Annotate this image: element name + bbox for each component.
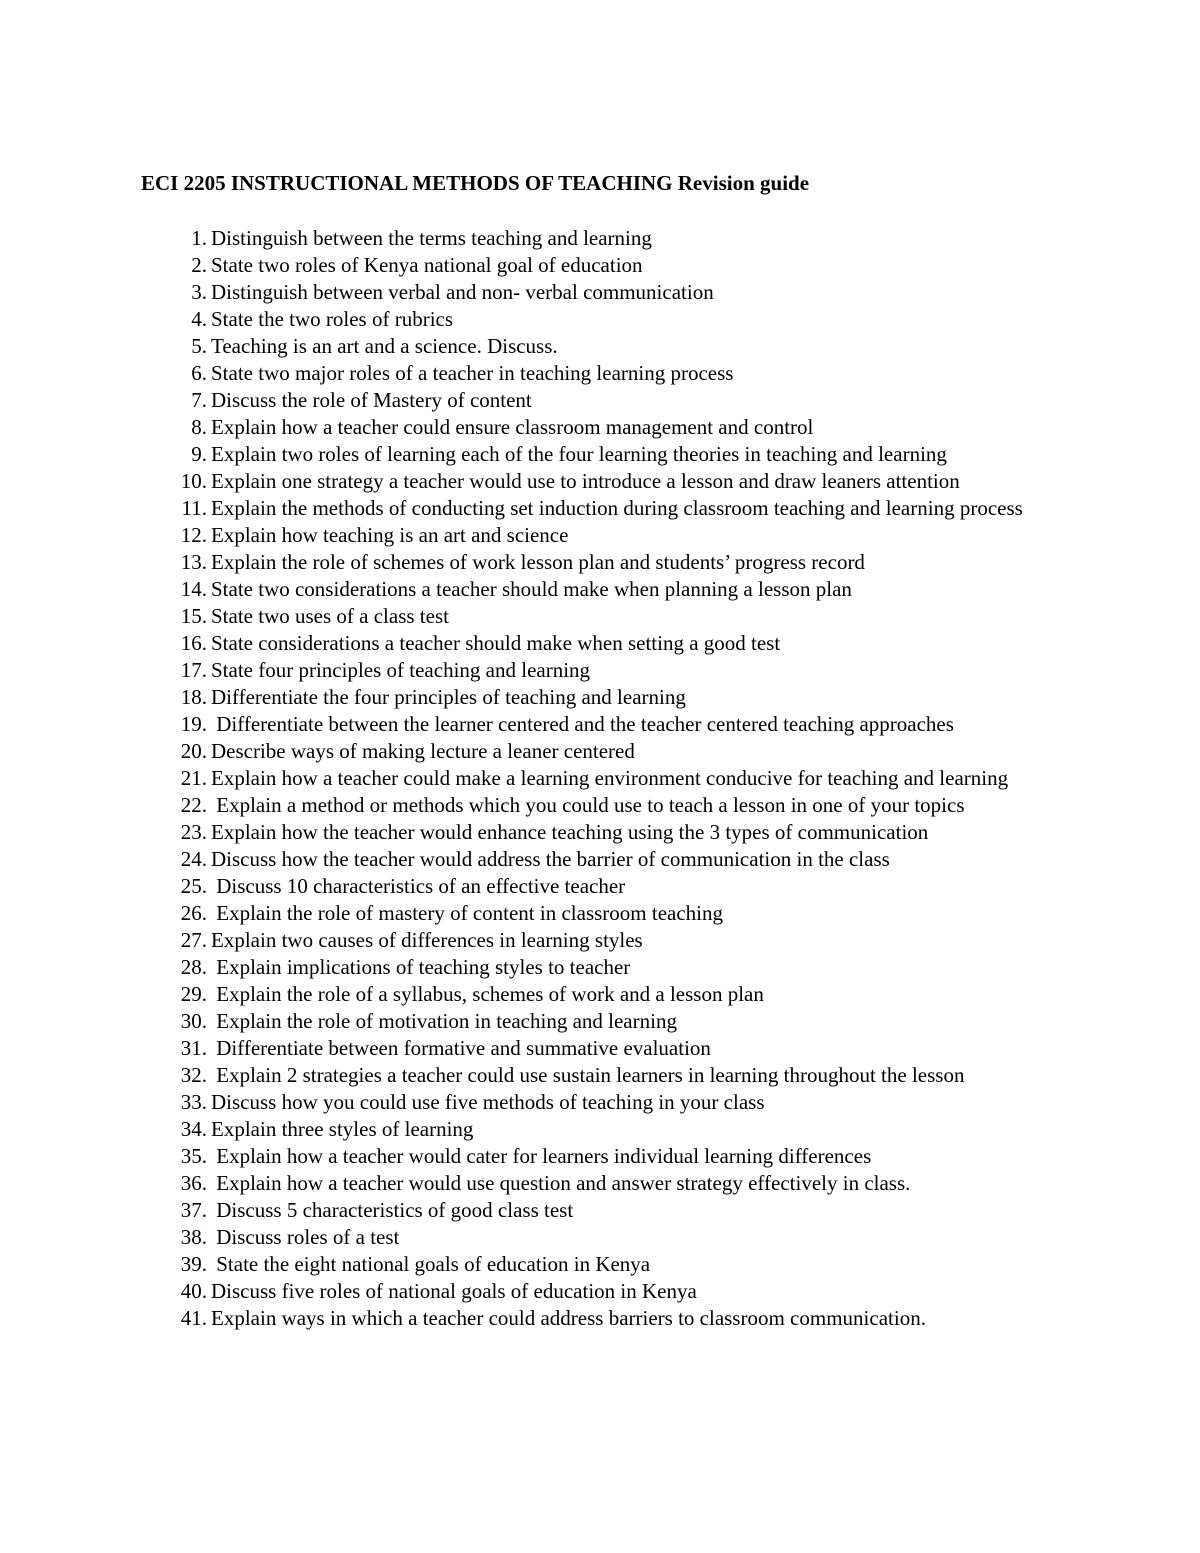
title-text: ECI 2205 INSTRUCTIONAL METHODS OF TEACHING Revision guide	[141, 171, 810, 195]
list-item-number: 25.	[180, 874, 207, 898]
list-item	[141, 549, 1066, 576]
list-item-text: Explain how a teacher would use question and answer strategy effectively in class.	[211, 1171, 911, 1195]
list-item-text: Explain two roles of learning each of the four learning theories in teaching and learning	[211, 442, 947, 466]
list-item-text: Discuss five roles of national goals of education in Kenya	[211, 1279, 697, 1303]
list-item	[141, 1305, 1066, 1332]
list-item	[141, 1197, 1066, 1224]
list-item-number: 31.	[180, 1036, 207, 1060]
list-item-text: Explain the role of schemes of work lesson plan and students’ progress record	[211, 550, 865, 574]
list-item-text: Explain ways in which a teacher could address barriers to classroom communication.	[211, 1306, 926, 1330]
list-item-number: 10.	[180, 469, 207, 493]
list-item	[141, 576, 1066, 603]
list-item-text: Discuss how the teacher would address the barrier of communication in the class	[211, 847, 890, 871]
list-item-text: State two considerations a teacher should make when planning a lesson plan	[211, 577, 852, 601]
list-item	[141, 954, 1066, 981]
list-item-number: 15.	[180, 604, 207, 628]
list-item-number: 29.	[180, 982, 207, 1006]
list-item-number: 39.	[180, 1252, 207, 1276]
list-item-number: 8.	[191, 415, 207, 439]
list-item	[141, 1224, 1066, 1251]
list-item-text: Explain how teaching is an art and science	[211, 523, 569, 547]
list-item-text: Explain the methods of conducting set induction during classroom teaching and learning process	[211, 496, 1023, 520]
list-item-number: 14.	[180, 577, 207, 601]
list-item	[141, 981, 1066, 1008]
list-item-text: Describe ways of making lecture a leaner centered	[211, 739, 635, 763]
list-item-number: 24.	[180, 847, 207, 871]
list-item	[141, 279, 1066, 306]
list-item-number: 41.	[180, 1306, 207, 1330]
list-item-text: State two major roles of a teacher in teaching learning process	[211, 361, 734, 385]
list-item	[141, 441, 1066, 468]
list-item	[141, 414, 1066, 441]
list-item	[141, 1008, 1066, 1035]
list-item-number: 9.	[191, 442, 207, 466]
list-item	[141, 1062, 1066, 1089]
list-item-number: 13.	[180, 550, 207, 574]
list-item-number: 26.	[180, 901, 207, 925]
page-title	[141, 170, 809, 197]
list-item-number: 5.	[191, 334, 207, 358]
list-item	[141, 657, 1066, 684]
list-item-text: Explain implications of teaching styles to teacher	[211, 955, 631, 979]
list-item-number: 35.	[180, 1144, 207, 1168]
list-item-text: Discuss roles of a test	[211, 1225, 400, 1249]
list-item	[141, 738, 1066, 765]
list-item-text: State two roles of Kenya national goal of education	[211, 253, 643, 277]
list-item-text: Explain how a teacher could make a learning environment conducive for teaching and learning	[211, 766, 1009, 790]
list-item	[141, 1170, 1066, 1197]
list-item	[141, 765, 1066, 792]
list-item-text: Discuss 10 characteristics of an effective teacher	[211, 874, 626, 898]
list-item-text: State the eight national goals of education in Kenya	[211, 1252, 651, 1276]
list-item-number: 17.	[180, 658, 207, 682]
list-item-text: Explain how a teacher could ensure classroom management and control	[211, 415, 814, 439]
list-item	[141, 1035, 1066, 1062]
list-item-number: 19.	[180, 712, 207, 736]
list-item-number: 30.	[180, 1009, 207, 1033]
list-item	[141, 468, 1066, 495]
list-item	[141, 360, 1066, 387]
list-item	[141, 495, 1066, 522]
list-item	[141, 846, 1066, 873]
list-item	[141, 1251, 1066, 1278]
list-item-number: 34.	[180, 1117, 207, 1141]
list-item	[141, 873, 1066, 900]
list-item-number: 2.	[191, 253, 207, 277]
list-item-number: 33.	[180, 1090, 207, 1114]
list-item-text: Explain a method or methods which you could use to teach a lesson in one of your topics	[211, 793, 965, 817]
list-item-text: Discuss how you could use five methods of teaching in your class	[211, 1090, 765, 1114]
list-item-text: State two uses of a class test	[211, 604, 449, 628]
list-item-number: 20.	[180, 739, 207, 763]
list-item-number: 3.	[191, 280, 207, 304]
list-item	[141, 630, 1066, 657]
list-item-number: 28.	[180, 955, 207, 979]
list-item-number: 4.	[191, 307, 207, 331]
list-item-text: Explain how the teacher would enhance teaching using the 3 types of communication	[211, 820, 929, 844]
list-item	[141, 927, 1066, 954]
list-item-text: Explain how a teacher would cater for learners individual learning differences	[211, 1144, 872, 1168]
list-item-number: 1.	[191, 226, 207, 250]
list-item-text: Teaching is an art and a science. Discuss.	[211, 334, 558, 358]
list-item-text: Distinguish between the terms teaching and learning	[211, 226, 652, 250]
list-item-text: Distinguish between verbal and non- verbal communication	[211, 280, 714, 304]
list-item	[141, 792, 1066, 819]
list-item	[141, 819, 1066, 846]
list-item-number: 6.	[191, 361, 207, 385]
list-item	[141, 1143, 1066, 1170]
list-item-text: Differentiate between the learner centered and the teacher centered teaching approaches	[211, 712, 954, 736]
list-item-text: State the two roles of rubrics	[211, 307, 454, 331]
list-item	[141, 252, 1066, 279]
list-item	[141, 225, 1066, 252]
list-item-text: State four principles of teaching and learning	[211, 658, 591, 682]
list-item-text: Explain three styles of learning	[211, 1117, 474, 1141]
list-item-number: 7.	[191, 388, 207, 412]
list-item	[141, 387, 1066, 414]
list-item-number: 38.	[180, 1225, 207, 1249]
list-item-number: 32.	[180, 1063, 207, 1087]
list-item-number: 21.	[180, 766, 207, 790]
list-item	[141, 306, 1066, 333]
list-item	[141, 1278, 1066, 1305]
list-item-number: 40.	[180, 1279, 207, 1303]
list-item-number: 36.	[180, 1171, 207, 1195]
list-item-number: 37.	[180, 1198, 207, 1222]
list-item-text: Explain 2 strategies a teacher could use sustain learners in learning throughout the lesson	[211, 1063, 965, 1087]
list-item-number: 16.	[180, 631, 207, 655]
question-list	[141, 225, 1066, 1332]
list-item-number: 18.	[180, 685, 207, 709]
list-item-text: Explain the role of a syllabus, schemes of work and a lesson plan	[211, 982, 764, 1006]
list-item-text: Explain two causes of differences in learning styles	[211, 928, 643, 952]
list-item	[141, 711, 1066, 738]
list-item-number: 12.	[180, 523, 207, 547]
list-item	[141, 333, 1066, 360]
list-item	[141, 900, 1066, 927]
list-item-number: 22.	[180, 793, 207, 817]
list-item	[141, 1089, 1066, 1116]
list-item-number: 27.	[180, 928, 207, 952]
list-item-number: 23.	[180, 820, 207, 844]
list-item	[141, 1116, 1066, 1143]
list-item-text: Explain the role of mastery of content in classroom teaching	[211, 901, 724, 925]
list-item	[141, 684, 1066, 711]
list-item-text: Explain one strategy a teacher would use to introduce a lesson and draw leaners attention	[211, 469, 960, 493]
list-item-text: Discuss 5 characteristics of good class test	[211, 1198, 574, 1222]
list-item-number: 11.	[181, 496, 207, 520]
list-item-text: Differentiate the four principles of teaching and learning	[211, 685, 686, 709]
list-item	[141, 603, 1066, 630]
list-item-text: Explain the role of motivation in teaching and learning	[211, 1009, 677, 1033]
list-item	[141, 522, 1066, 549]
list-item-text: Discuss the role of Mastery of content	[211, 388, 532, 412]
list-item-text: Differentiate between formative and summative evaluation	[211, 1036, 711, 1060]
list-item-text: State considerations a teacher should make when setting a good test	[211, 631, 781, 655]
